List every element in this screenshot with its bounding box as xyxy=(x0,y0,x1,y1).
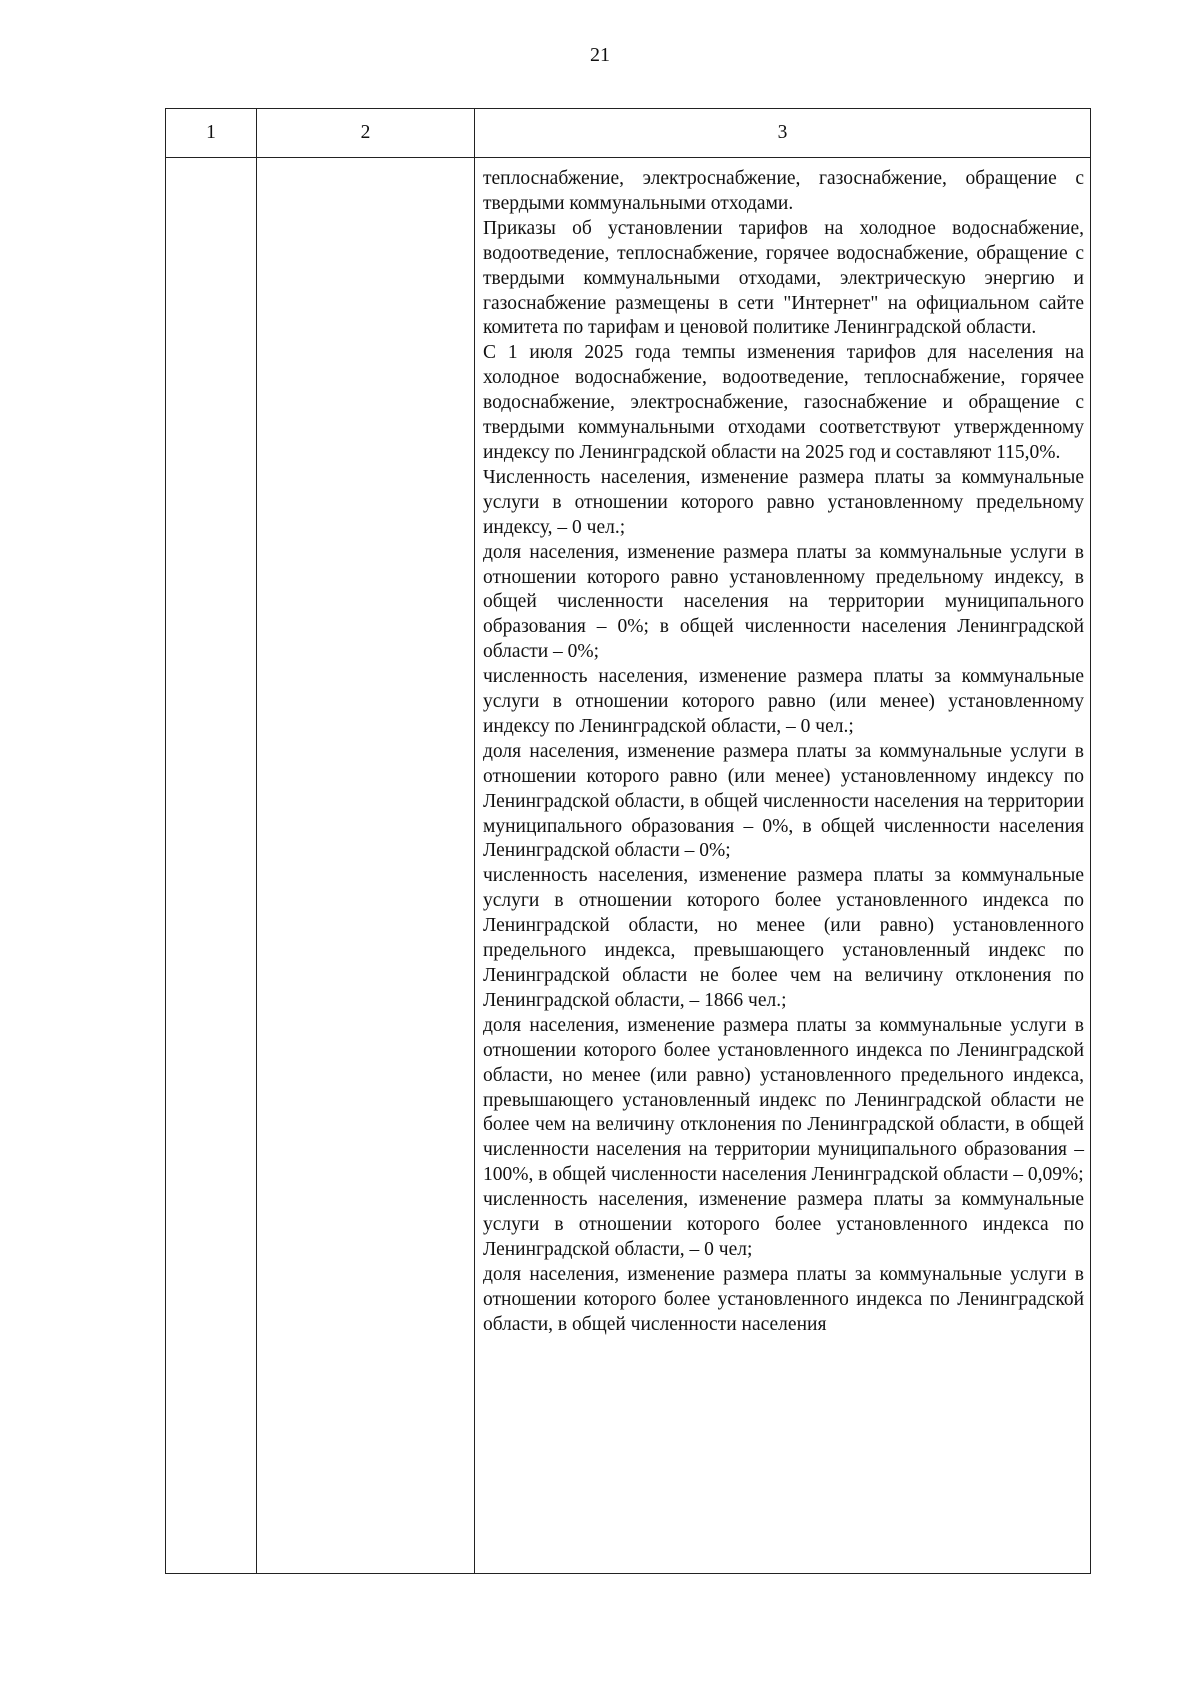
paragraph: теплоснабжение, электроснабжение, газоснабжение, обращение с твердыми коммунальными отходами. xyxy=(483,168,1084,214)
paragraph: Приказы об установлении тарифов на холодное водоснабжение, водоотведение, теплоснабжение, горячее водоснабжение, обращение с твердыми коммунальными отходами, электрическую энергию и газоснабжение размещены в сети "Интернет" на официальном сайте комитета по тарифам и ценовой политике Ленинградской области. xyxy=(483,217,1084,339)
paragraph: численность населения, изменение размера платы за коммунальные услуги в отношении которого более установленного индекса по Ленинградской области, – 0 чел; xyxy=(483,1189,1084,1260)
paragraph: доля населения, изменение размера платы за коммунальные услуги в отношении которого равно установленному предельному индексу, в общей численности населения на территории муниципального образования – 0%; в общей численности населения Ленинградской области – 0%; xyxy=(483,541,1084,663)
data-table xyxy=(165,108,1091,1574)
column-header-3: 3 xyxy=(475,109,1091,158)
paragraph: С 1 июля 2025 года темпы изменения тарифов для населения на холодное водоснабжение, водоотведение, теплоснабжение, горячее водоснабжение, электроснабжение, газоснабжение и обращение с твердыми коммунальными отходами соответствуют утвержденному индексу по Ленинградской области на 2025 год и составляют 115,0%. xyxy=(483,342,1084,463)
paragraph: доля населения, изменение размера платы за коммунальные услуги в отношении которого более установленного индекса по Ленинградской области, но менее (или равно) установленного предельного индекса, превышающего установленный индекс по Ленинградской области не более чем на величину отклонения по Ленинградской области, в общей численности населения на территории муниципального образования – 100%, в общей численности населения Ленинградской области – 0,09%; xyxy=(483,1014,1084,1186)
paragraph: Численность населения, изменение размера платы за коммунальные услуги в отношении которого равно установленному предельному индексу, – 0 чел.; xyxy=(483,466,1084,538)
column-header-2: 2 xyxy=(257,109,475,158)
column-header-1: 1 xyxy=(166,109,257,158)
paragraph: доля населения, изменение размера платы за коммунальные услуги в отношении которого равно (или менее) установленному индексу по Ленинградской области, в общей численности населения на территории муниципального образования – 0%, в общей численности населения Ленинградской области – 0%; xyxy=(483,740,1084,862)
page-number: 21 xyxy=(590,44,610,66)
table-cell-col1 xyxy=(166,158,257,1574)
table-header-row xyxy=(166,109,1091,158)
table-cell-col2 xyxy=(257,158,475,1574)
table-cell-col3 xyxy=(475,158,1091,1574)
paragraph: численность населения, изменение размера платы за коммунальные услуги в отношении которого равно (или менее) установленному индексу по Ленинградской области, – 0 чел.; xyxy=(483,666,1084,737)
table-row xyxy=(166,158,1091,1574)
paragraph: численность населения, изменение размера платы за коммунальные услуги в отношении которого более установленного индекса по Ленинградской области, но менее (или равно) установленного предельного индекса, превышающего установленный индекс по Ленинградской области не более чем на величину отклонения по Ленинградской области, – 1866 чел.; xyxy=(483,865,1084,1011)
paragraph: доля населения, изменение размера платы за коммунальные услуги в отношении которого более установленного индекса по Ленинградской области, в общей численности населения xyxy=(483,1263,1084,1335)
cell-text-content xyxy=(475,158,1090,1338)
